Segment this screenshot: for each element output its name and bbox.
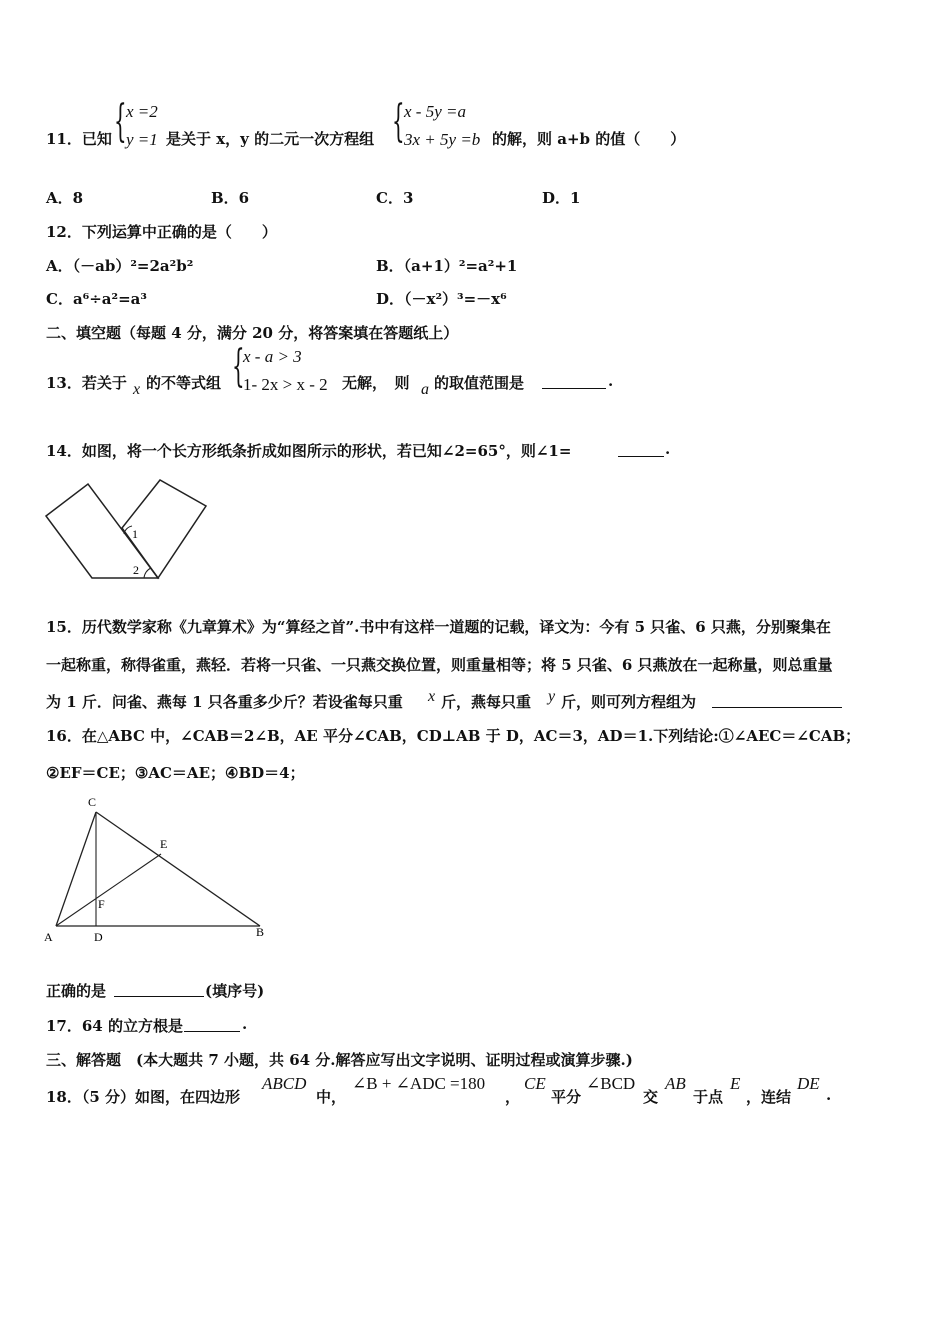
q12-option-d: D．（－x²）³=－x⁶: [376, 290, 507, 308]
q16-triangle-figure: [40, 794, 272, 946]
q11-option-b: B．6: [211, 189, 250, 207]
q14-label-1: 1: [132, 527, 138, 541]
q16-answer-label: 正确的是: [46, 982, 107, 1000]
q17-end: .: [242, 1015, 248, 1033]
q18-math-e: E: [730, 1074, 741, 1093]
section-2-heading: 二、填空题（每题 4 分，满分 20 分，将答案填在答题纸上）: [46, 324, 459, 342]
q16-label-d: D: [94, 930, 103, 944]
q11-sys1-row2: y =1: [126, 130, 158, 149]
q18-math-de: DE: [797, 1074, 820, 1093]
q13-var-a: a: [421, 381, 429, 398]
q16-answer-blank[interactable]: [114, 982, 204, 997]
q13-number: 13．若关于: [46, 374, 127, 392]
q16-line1: 16．在△ABC 中，∠CAB＝2∠B，AE 平分∠CAB，CD⊥AB 于 D，AC＝3，AD＝1.下列结论:①∠AEC＝∠CAB；: [46, 727, 861, 745]
q18-math-ce: CE: [524, 1074, 546, 1093]
q13-brace: {: [232, 341, 245, 392]
q18-math-angle-bcd: ∠BCD: [586, 1074, 636, 1093]
q18-part-g: ，连结: [746, 1088, 792, 1106]
q14-answer-blank[interactable]: [618, 442, 664, 457]
q18-math-ab: AB: [665, 1074, 686, 1093]
q16-side-ac: [56, 812, 96, 926]
q12-stem: 12．下列运算中正确的是（ ）: [46, 223, 277, 241]
q15-line3a: 为 1 斤．问雀、燕每 1 只各重多少斤？若设雀每只重: [46, 693, 403, 711]
q13-row2: 1- 2x > x - 2: [243, 375, 328, 394]
q12-option-a: A．（－ab）²=2a²b²: [46, 257, 194, 275]
q18-part-d: 平分: [551, 1088, 582, 1106]
q16-answer-note: (填序号): [205, 982, 265, 1000]
q18-part-c: ，: [505, 1088, 521, 1106]
q14-folded-strip-figure: [40, 476, 215, 582]
q13-tail2: 的取值范围是: [434, 374, 525, 392]
q13-row1: x - a > 3: [243, 347, 302, 366]
q11-brace-2: {: [392, 96, 405, 147]
q18-part-a: 18．（5 分）如图，在四边形: [46, 1088, 241, 1106]
q15-line3c: 斤，则可列方程组为: [561, 693, 697, 711]
q11-sys2-row2: 3x + 5y =b: [404, 130, 481, 149]
q13-var-x: x: [133, 381, 141, 398]
q17-text: 17．64 的立方根是: [46, 1017, 183, 1035]
q16-side-cb: [96, 812, 260, 926]
q11-brace-1: {: [114, 96, 127, 147]
q11-option-c: C．3: [376, 189, 414, 207]
q15-var-y: y: [548, 688, 556, 705]
q17-answer-blank[interactable]: [184, 1017, 240, 1032]
q14-angle2-arc: [144, 568, 151, 578]
q14-text: 14．如图，将一个长方形纸条折成如图所示的形状，若已知∠2=65°，则∠1=: [46, 442, 572, 460]
q13-answer-blank[interactable]: [542, 374, 606, 389]
q11-option-a: A．8: [46, 189, 84, 207]
q15-answer-blank[interactable]: [712, 693, 842, 708]
q16-label-c: C: [88, 795, 97, 809]
q11-number: 11．已知: [46, 130, 112, 148]
q13-end: .: [608, 372, 614, 390]
q15-line1: 15．历代数学家称《九章算术》为“算经之首”.书中有这样一道题的记载，译文为：今有 5 只雀、6 只燕，分别聚集在: [46, 618, 831, 636]
q18-part-e: 交: [643, 1088, 659, 1106]
q15-var-x: x: [428, 688, 436, 705]
q14-strip-left: [46, 484, 158, 578]
q18-math-angle-sum: ∠B + ∠ADC =180: [352, 1074, 486, 1093]
q18-part-b: 中，: [316, 1088, 347, 1106]
q18-part-h: .: [826, 1086, 832, 1104]
q16-bisector-ae: [56, 854, 161, 926]
q11-tail: 的解，则 a+b 的值（ ）: [492, 130, 686, 148]
q16-label-b: B: [256, 925, 265, 939]
q14-end: .: [665, 440, 671, 458]
q12-option-c: C．a⁶÷a²=a³: [46, 290, 147, 308]
q16-label-a: A: [44, 930, 53, 944]
q18-math-abcd: ABCD: [262, 1074, 307, 1093]
q18-part-f: 于点: [693, 1088, 724, 1106]
q12-option-b: B．（a+1）²=a²+1: [376, 257, 518, 275]
q13-tail1: 无解， 则: [342, 374, 410, 392]
q11-mid: 是关于 x，y 的二元一次方程组: [166, 130, 375, 148]
q16-label-e: E: [160, 837, 168, 851]
q15-line3b: 斤，燕每只重: [441, 693, 532, 711]
q16-label-f: F: [98, 897, 105, 911]
q11-sys2-row1: x - 5y =a: [404, 102, 466, 121]
q15-line2: 一起称重，称得雀重，燕轻．若将一只雀、一只燕交换位置，则重量相等；将 5 只雀、6 只燕放在一起称量，则总重量: [46, 656, 833, 674]
q11-sys1-row1: x =2: [126, 102, 158, 121]
q13-mid: 的不等式组: [146, 374, 222, 392]
q16-line2: ②EF＝CE；③AC＝AE；④BD＝4；: [46, 764, 305, 782]
section-3-heading: 三、解答题 (本大题共 7 小题，共 64 分.解答应写出文字说明、证明过程或演算步骤.): [46, 1051, 633, 1069]
q11-option-d: D．1: [542, 189, 581, 207]
q14-label-2: 2: [133, 563, 139, 577]
